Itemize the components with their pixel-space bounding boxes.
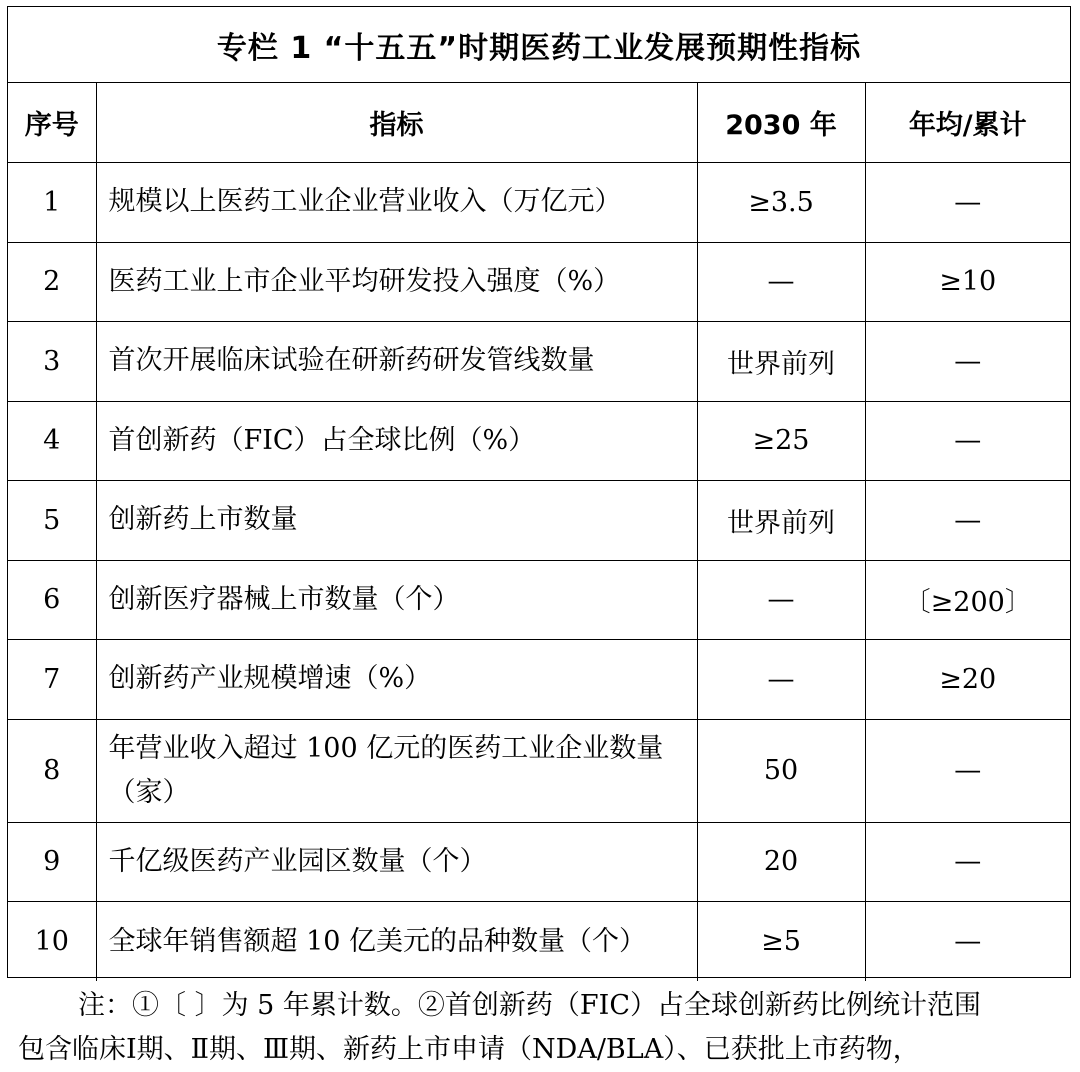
- row-avg: —: [865, 719, 1070, 822]
- table-row: [8, 163, 1070, 243]
- row-target: 20: [697, 822, 865, 902]
- row-target: —: [697, 242, 865, 322]
- header-annual-cumulative: 年均/累计: [865, 83, 1070, 163]
- table-row: [8, 822, 1070, 902]
- row-target: —: [697, 560, 865, 640]
- row-no: 4: [8, 401, 96, 481]
- table-row: [8, 401, 1070, 481]
- row-avg: —: [865, 322, 1070, 402]
- row-no: 10: [8, 902, 96, 982]
- row-avg: 〔≥200〕: [865, 560, 1070, 640]
- row-avg: —: [865, 401, 1070, 481]
- row-target: —: [697, 640, 865, 720]
- table-row: [8, 560, 1070, 640]
- row-no: 5: [8, 481, 96, 561]
- row-no: 9: [8, 822, 96, 902]
- row-indicator: 全球年销售额超 10 亿美元的品种数量（个）: [96, 902, 697, 982]
- row-indicator: 医药工业上市企业平均研发投入强度（%）: [96, 242, 697, 322]
- table-row: [8, 242, 1070, 322]
- box-title: 专栏 1 “十五五”时期医药工业发展预期性指标: [8, 7, 1070, 83]
- row-target: ≥5: [697, 902, 865, 982]
- row-indicator: 首创新药（FIC）占全球比例（%）: [96, 401, 697, 481]
- row-indicator: 创新药产业规模增速（%）: [96, 640, 697, 720]
- table-note: [0, 984, 1080, 1072]
- header-indicator: 指标: [96, 83, 697, 163]
- row-indicator: 规模以上医药工业企业营业收入（万亿元）: [96, 163, 697, 243]
- row-avg: ≥10: [865, 242, 1070, 322]
- row-avg: ≥20: [865, 640, 1070, 720]
- header-target-2030: 2030 年: [697, 83, 865, 163]
- row-no: 2: [8, 242, 96, 322]
- table-row: [8, 719, 1070, 822]
- row-indicator: 年营业收入超过 100 亿元的医药工业企业数量（家）: [96, 719, 697, 822]
- row-avg: —: [865, 822, 1070, 902]
- row-indicator: 千亿级医药产业园区数量（个）: [96, 822, 697, 902]
- row-avg: —: [865, 902, 1070, 982]
- row-indicator: 创新药上市数量: [96, 481, 697, 561]
- note-line-2: 包含临床Ⅰ期、Ⅱ期、Ⅲ期、新药上市申请（NDA/BLA）、已获批上市药物，: [18, 1034, 920, 1065]
- header-no: 序号: [8, 83, 96, 163]
- row-no: 7: [8, 640, 96, 720]
- row-target: ≥25: [697, 401, 865, 481]
- row-avg: —: [865, 481, 1070, 561]
- row-avg: —: [865, 163, 1070, 243]
- indicator-box: [7, 6, 1071, 978]
- row-target: 世界前列: [697, 481, 865, 561]
- table-row: [8, 902, 1070, 982]
- row-target: ≥3.5: [697, 163, 865, 243]
- row-no: 1: [8, 163, 96, 243]
- table-row: [8, 481, 1070, 561]
- indicator-table: [8, 83, 1070, 981]
- table-row: [8, 322, 1070, 402]
- table-header-row: [8, 83, 1070, 163]
- note-line-1: 注：①〔 〕为 5 年累计数。②首创新药（FIC）占全球创新药比例统计范围: [78, 990, 981, 1021]
- row-indicator: 创新医疗器械上市数量（个）: [96, 560, 697, 640]
- table-row: [8, 640, 1070, 720]
- row-target: 50: [697, 719, 865, 822]
- row-target: 世界前列: [697, 322, 865, 402]
- row-no: 8: [8, 719, 96, 822]
- row-no: 3: [8, 322, 96, 402]
- row-indicator: 首次开展临床试验在研新药研发管线数量: [96, 322, 697, 402]
- row-no: 6: [8, 560, 96, 640]
